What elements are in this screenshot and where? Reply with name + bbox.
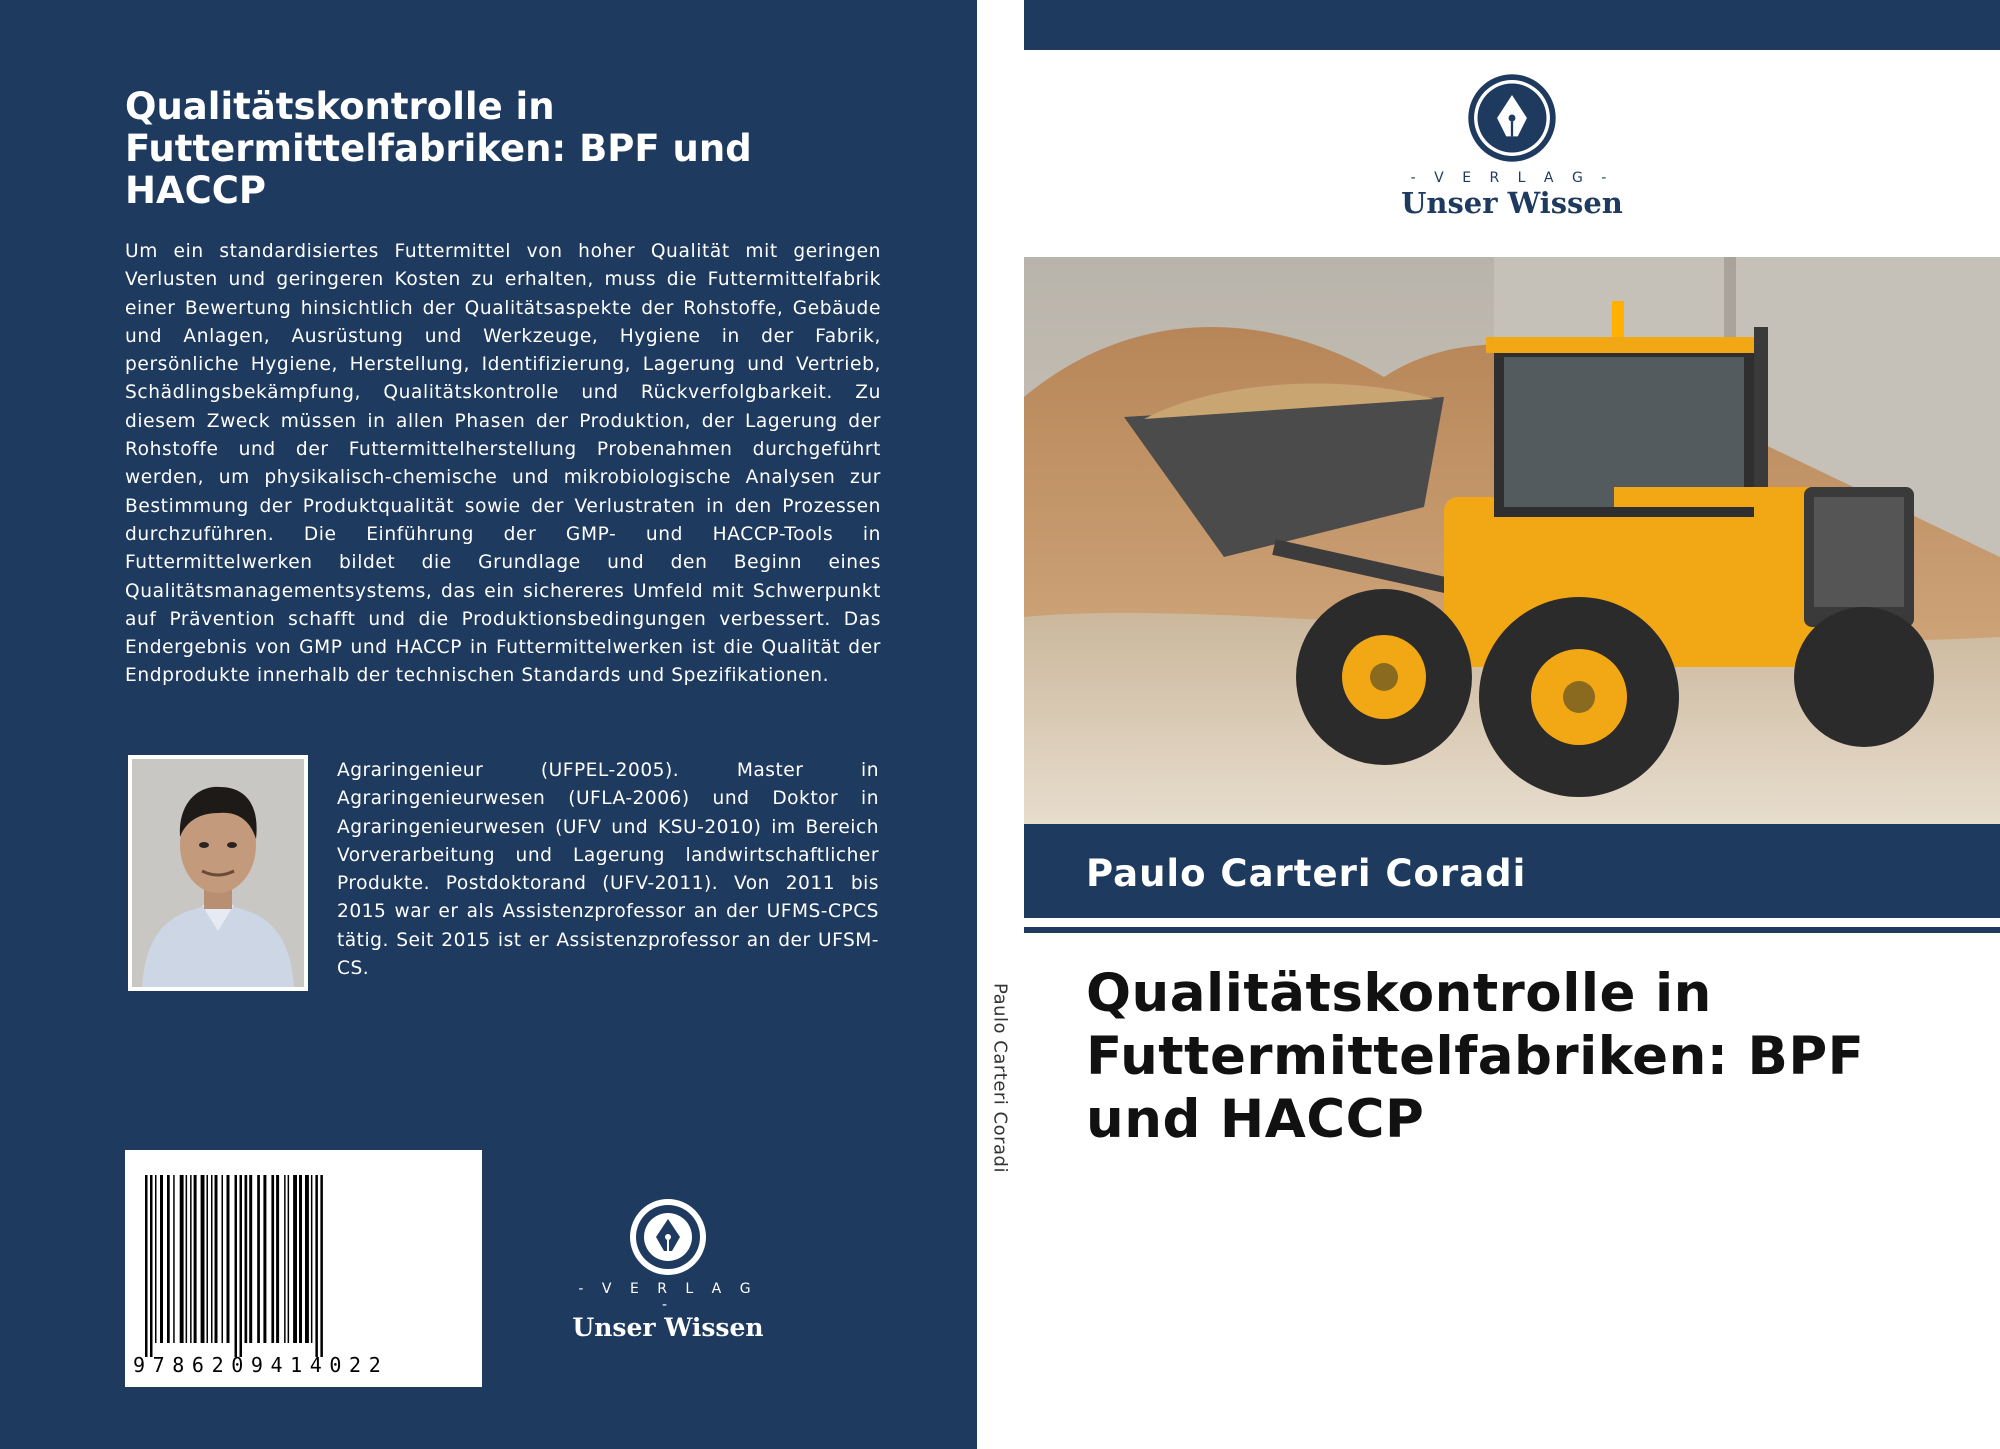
spine-author: Paulo Carteri Coradi — [989, 983, 1011, 1173]
front-top-bar — [1024, 0, 2000, 50]
book-blurb: Um ein standardisiertes Futtermittel von hoher Qualität mit geringen Verlusten und geringeren Kosten zu erhalten, muss die Futtermittelfabrik einer Bewertung hinsichtlich der Qualitätsaspekte der Rohstoffe, Gebäude und Anlagen, Ausrüstung und Werkzeuge, Hygiene in der Fabrik, persönliche Hygiene, Herstellung, Identifizierung, Lagerung und Vertrieb, Schädlingsbekämpfung, Qualitätskontrolle und Rückverfolgbarkeit. Zu diesem Zweck müssen in allen Phasen der Produktion, der Lagerung der Rohstoffe und der Futtermittelherstellung Probenahmen durchgeführt werden, um physikalisch-chemische und mikrobiologische Analysen zur Bestimmung der Produktqualität sowie der Verlustraten in den Prozessen durchzuführen. Die Einführung der GMP- und HACCP-Tools in Futtermittelwerken bildet die Grundlage und den Beginn eines Qualitätsmanagementsystems, das ein sichereres Umfeld mit Schwerpunkt auf Prävention schafft und die Produktionsbedingungen verbessert. Das Endergebnis von GMP und HACCP in Futtermittelwerken ist die Qualität der Endprodukte innerhalb der technischen Standards und Spezifikationen. — [125, 241, 881, 687]
front-author-band — [1024, 824, 2000, 918]
publisher-verlag-label: - V E R L A G - — [1410, 170, 1614, 186]
back-cover-title: Qualitätskontrolle in Futtermittelfabriken: BPF und HACCP — [125, 85, 752, 212]
publisher-name: Unser Wissen — [1401, 186, 1623, 220]
isbn-digits: 9786209414022 — [133, 1353, 389, 1377]
back-publisher-logo — [570, 1197, 766, 1342]
book-spine — [977, 0, 1024, 1449]
publisher-name: Unser Wissen — [572, 1313, 764, 1342]
barcode-icon — [125, 1150, 482, 1387]
pen-nib-logo-icon — [628, 1197, 708, 1277]
front-publisher-logo — [1399, 72, 1625, 220]
pen-nib-logo-icon — [1466, 72, 1558, 164]
author-bio: Agraringenieur (UFPEL-2005). Master in Agraringenieurwesen (UFLA-2006) und Doktor in Agraringenieurwesen (UFV und KSU-2010) im Bereich Vorverarbeitung und Lagerung landwirtschaftlicher Produkte. Postdoktorand (UFV-2011). Von 2011 bis 2015 war er als Assistenzprofessor an der UFMS-CPCS tätig. Seit 2015 ist er Assistenzprofessor an der UFSM-CS. — [337, 760, 879, 980]
cover-image-wheel-loader — [1024, 257, 2000, 824]
isbn-barcode — [125, 1150, 482, 1387]
front-cover — [1024, 0, 2000, 1449]
front-divider-rule — [1024, 927, 2000, 933]
wheel-loader-illustration — [1024, 257, 2000, 824]
front-cover-title: Qualitätskontrolle in Futtermittelfabriken: BPF und HACCP — [1086, 963, 1865, 1150]
back-cover — [0, 0, 977, 1449]
author-portrait-image — [132, 759, 304, 987]
publisher-verlag-label: - V E R L A G - — [578, 1281, 758, 1313]
author-photo — [128, 755, 308, 991]
front-author-name: Paulo Carteri Coradi — [1086, 852, 1527, 895]
